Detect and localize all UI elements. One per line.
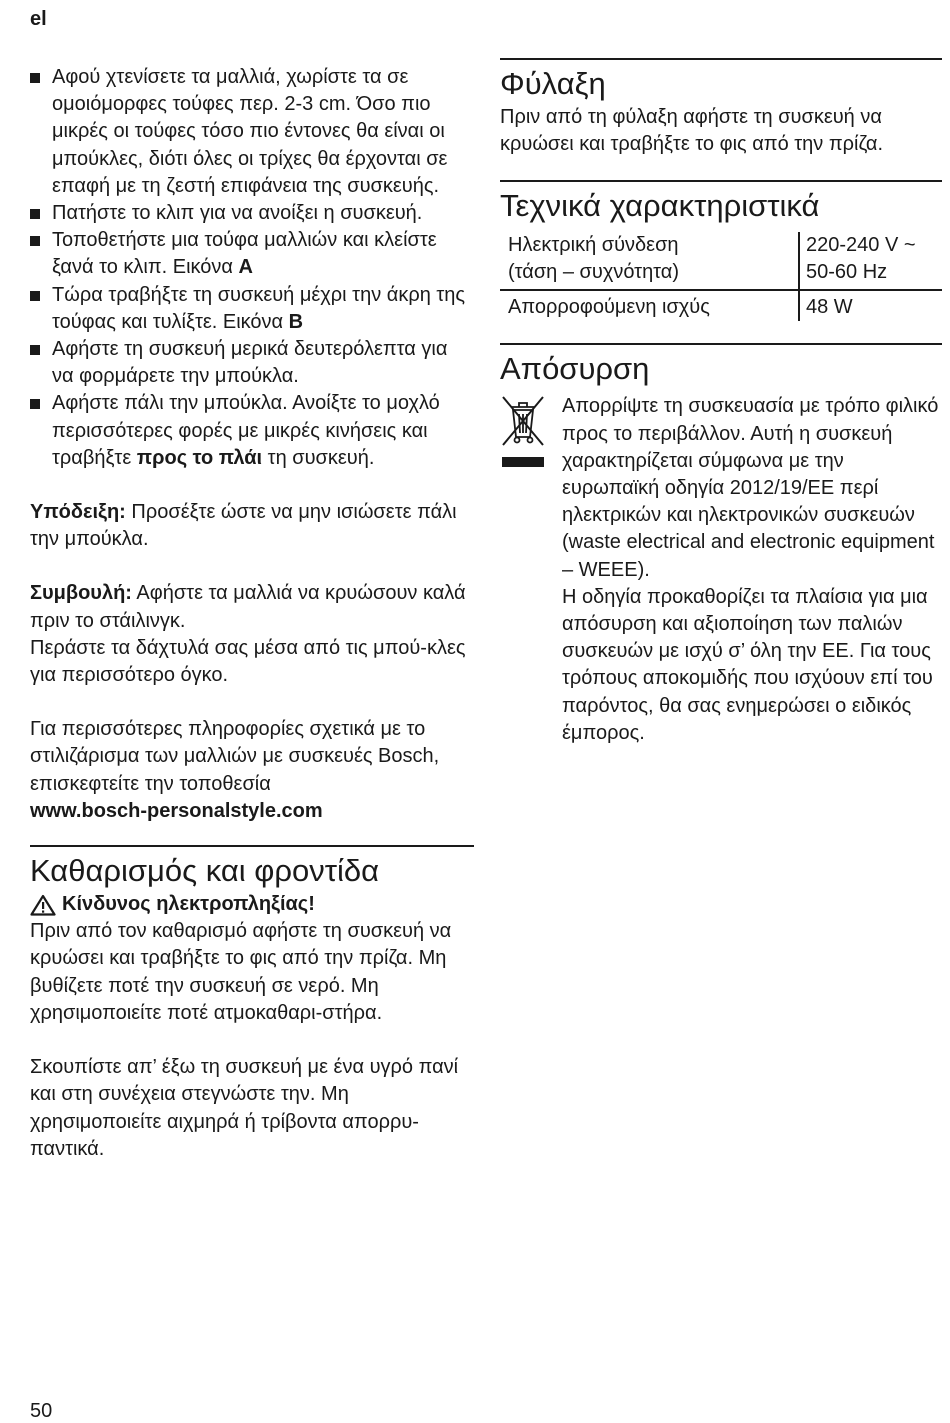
storage-title: Φύλαξη <box>500 66 606 101</box>
more-info-paragraph: Για περισσότερες πληροφορίες σχετικά με το στιλιζάρισμα των μαλλιών με συσκευές Bosch, επισκεφτείτε την τοποθεσία www.bosch-personalstyle.com <box>30 718 440 822</box>
cleaning-section <box>30 845 474 1163</box>
tip-label: Συμβουλή: <box>30 582 132 605</box>
tip-paragraph-2: Περάστε τα δάχτυλά σας μέσα από τις μπού-κλες για περισσότερο όγκο. <box>30 636 466 687</box>
weee-bar-icon <box>502 457 544 467</box>
table-row <box>500 290 942 321</box>
bullet-square-icon <box>30 291 40 301</box>
storage-paragraph: Πριν από τη φύλαξη αφήστε τη συσκευή να κρυώσει και τραβήξτε το φις από την πρίζα. <box>500 106 884 156</box>
storage-section <box>500 58 942 158</box>
spec-value: 220-240 V ~ 50-60 Hz <box>799 232 942 290</box>
list-item: Αφήστε τη συσκευή μερικά δευτερόλεπτα για να φορμάρετε την μπούκλα. <box>30 336 474 390</box>
specs-table <box>500 232 942 321</box>
left-column <box>30 64 474 1163</box>
bullet-square-icon <box>30 345 40 355</box>
disposal-paragraph-2: Η οδηγία προκαθορίζει τα πλαίσια για μια απόσυρση και αξιοποίηση των παλιών συσκευών με ισχύ σ’ όλη την ΕΕ. Για τους τρόπους αποκομιδής που ισχύουν επί του παρόντος, θα σας ενημερώσει ο ειδικός έμπορος. <box>562 585 933 744</box>
spec-key: Απορροφούμενη ισχύς <box>500 290 799 321</box>
specs-title: Τεχνικά χαρακτηριστικά <box>500 188 820 224</box>
bullet-square-icon <box>30 399 40 409</box>
list-item: Πατήστε το κλιπ για να ανοίξει η συσκευή. <box>30 200 474 227</box>
cleaning-paragraph-2: Σκουπίστε απ’ έξω τη συσκευή με ένα υγρό πανί και στη συνέχεια στεγνώστε την. Μη χρησιμοποιείτε αιχμηρά ή τρίβοντα απορρυ-παντικά. <box>30 1056 459 1160</box>
figure-ref: B <box>288 310 304 333</box>
cleaning-title: Καθαρισμός και φροντίδα <box>30 853 380 889</box>
list-item: Αφήστε πάλι την μπούκλα. Ανοίξτε το μοχλό περισσότερες φορές με μικρές κινήσεις και τραβήξτε προς το πλάι τη συσκευή. <box>30 390 474 472</box>
hint-paragraph: Υπόδειξη: Προσέξτε ώστε να μην ισιώσετε πάλι την μπούκλα. <box>30 501 457 551</box>
tip-paragraph: Συμβουλή: Αφήστε τα μαλλιά να κρυώσουν καλά πριν το στάιλινγκ. <box>30 582 466 632</box>
page-number: 50 <box>30 1400 53 1422</box>
language-code: el <box>30 8 47 30</box>
curling-steps-list <box>30 64 474 472</box>
disposal-paragraph-1: Απορρίψτε τη συσκευασία με τρόπο φιλικό προς το περιβάλλον. Αυτή η συσκευή χαρακτηρίζεται σύμφωνα με την ευρωπαϊκή οδηγία 2012/19/EE περί ηλεκτρικών και ηλεκτρονικών συσκευών (waste electrical and electronic equipment – WEEE). <box>562 395 939 581</box>
electric-shock-warning: Κίνδυνος ηλεκτροπληξίας! <box>30 891 474 918</box>
disposal-section <box>500 343 942 747</box>
specs-section <box>500 180 942 321</box>
right-column <box>500 58 942 747</box>
emphasis: προς το πλάι <box>136 446 263 469</box>
list-item: Αφού χτενίσετε τα μαλλιά, χωρίστε τα σε ομοιόμορφες τούφες περ. 2-3 cm. Όσο πιο μικρές οι τούφες τόσο πιο έντονες θα είναι οι μπούκλες, διότι όλες οι τρίχες θα έρχονται σε επαφή με τη ζεστή επιφάνεια της συσκευής. <box>30 64 474 200</box>
spec-value: 48 W <box>799 290 942 321</box>
hint-label: Υπόδειξη: <box>30 501 126 524</box>
crossed-bin-icon <box>500 393 546 449</box>
list-item: Τοποθετήστε μια τούφα μαλλιών και κλείστε ξανά το κλιπ. Εικόνα A <box>30 227 474 281</box>
table-row <box>500 232 942 290</box>
list-item: Τώρα τραβήξτε τη συσκευή μέχρι την άκρη της τούφας και τυλίξτε. Εικόνα B <box>30 282 474 336</box>
bullet-square-icon <box>30 73 40 83</box>
spec-key: Ηλεκτρική σύνδεση (τάση – συχνότητα) <box>508 234 680 284</box>
bullet-square-icon <box>30 236 40 246</box>
bullet-square-icon <box>30 209 40 219</box>
figure-ref: A <box>238 256 253 279</box>
cleaning-paragraph-1: Πριν από τον καθαρισμό αφήστε τη συσκευή να κρυώσει και τραβήξτε το φις από την πρίζα. Μη βυθίζετε ποτέ την συσκευή σε νερό. Μη χρησιμοποιείτε ποτέ ατμοκαθαρι-στήρα. <box>30 920 452 1024</box>
disposal-title: Απόσυρση <box>500 351 650 387</box>
website-link[interactable]: www.bosch-personalstyle.com <box>30 799 323 822</box>
warning-triangle-icon <box>30 894 56 916</box>
